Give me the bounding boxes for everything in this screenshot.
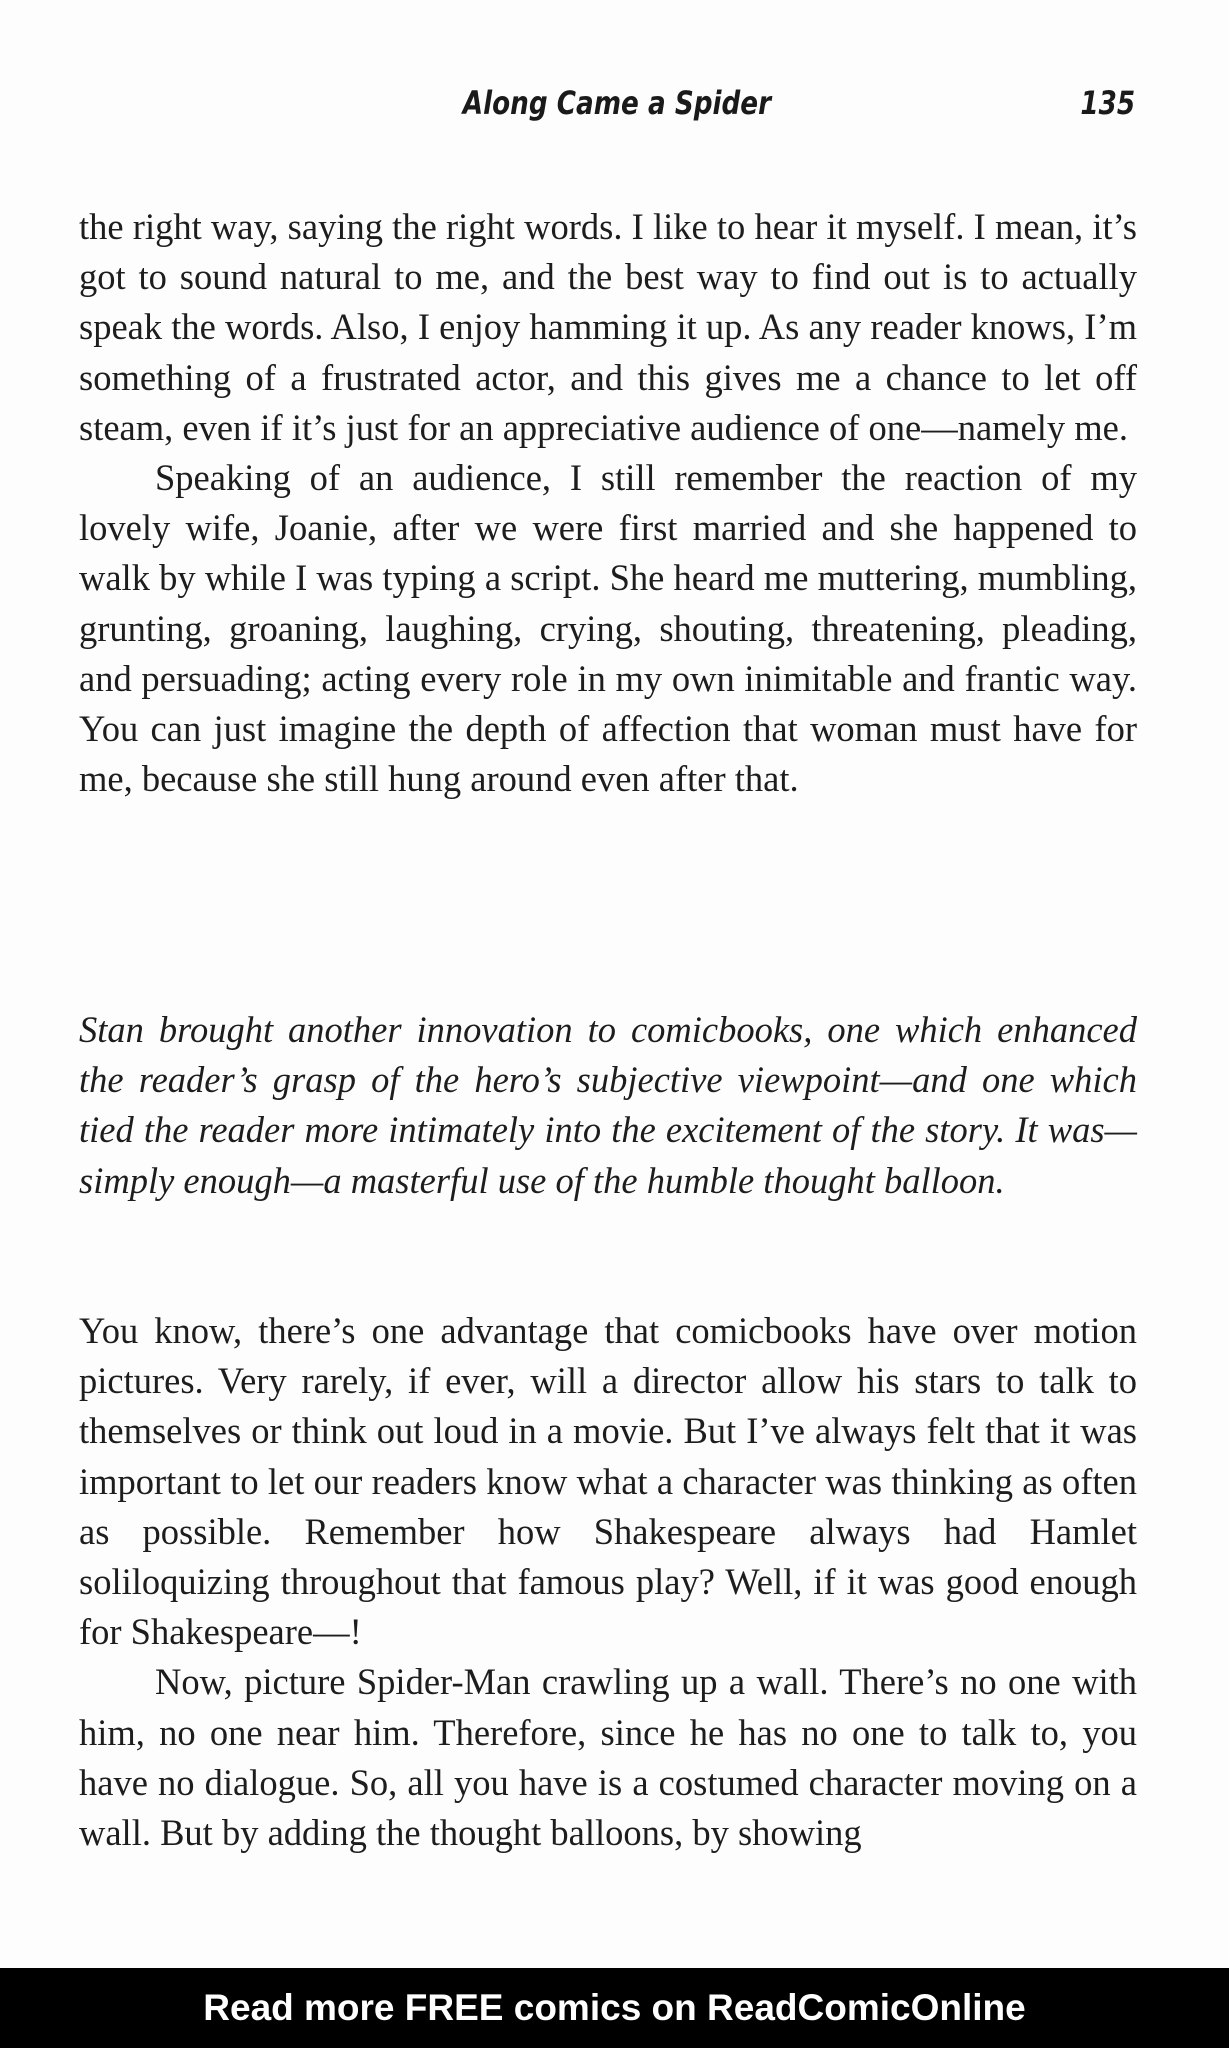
page-number: 135 [1080,84,1136,122]
running-head [79,84,1136,134]
paragraph: the right way, saying the right words. I like to hear it myself. I mean, it’s got to sound natural to me, and the best way to find out is to actually speak the words. Also, I enjoy hamming it up. As any reader knows, I’m something of a frustrated actor, and this gives me a chance to let off steam, even if it’s just for an appreciative audience of one—namely me. [79,206,1137,448]
paragraph: Stan brought another innovation to comicbooks, one which enhanced the reader’s grasp of the hero’s subjective viewpoint—and one which tied the reader more intimately into the excitement of the story. It was—simply enough—a masterful use of the humble thought balloon. [79,1009,1137,1201]
paragraph: Speaking of an audience, I still remember the reaction of my lovely wife, Joanie, after we were first married and she happened to walk by while I was typing a script. She heard me muttering, mumbling, grunting, groaning, laughing, crying, shouting, threatening, pleading, and persuading; acting every role in my own inimitable and frantic way. You can just imagine the depth of affection that woman must have for me, because she still hung around even after that. [79,457,1137,800]
chapter-title: Along Came a Spider [462,84,772,122]
paragraph: Now, picture Spider-Man crawling up a wall. There’s no one with him, no one near him. Therefore, since he has no one to talk to, you have no dialogue. So, all you have is a costumed character moving on a wall. But by adding the thought balloons, by showing [79,1661,1137,1854]
paragraph: You know, there’s one advantage that comicbooks have over motion pictures. Very rarely, if ever, will a director allow his stars to talk to themselves or think out loud in a movie. But I’ve always felt that it was important to let our readers know what a character was thinking as often as possible. Remember how Shakespeare always had Hamlet soliloquizing throughout that famous play? Well, if it was good enough for Shakespeare—! [79,1310,1137,1653]
italic-interlude [79,1005,1137,1206]
promo-banner[interactable]: Read more FREE comics on ReadComicOnline [0,1968,1229,2048]
body-section-1 [79,202,1137,804]
body-section-2 [79,1306,1137,1858]
